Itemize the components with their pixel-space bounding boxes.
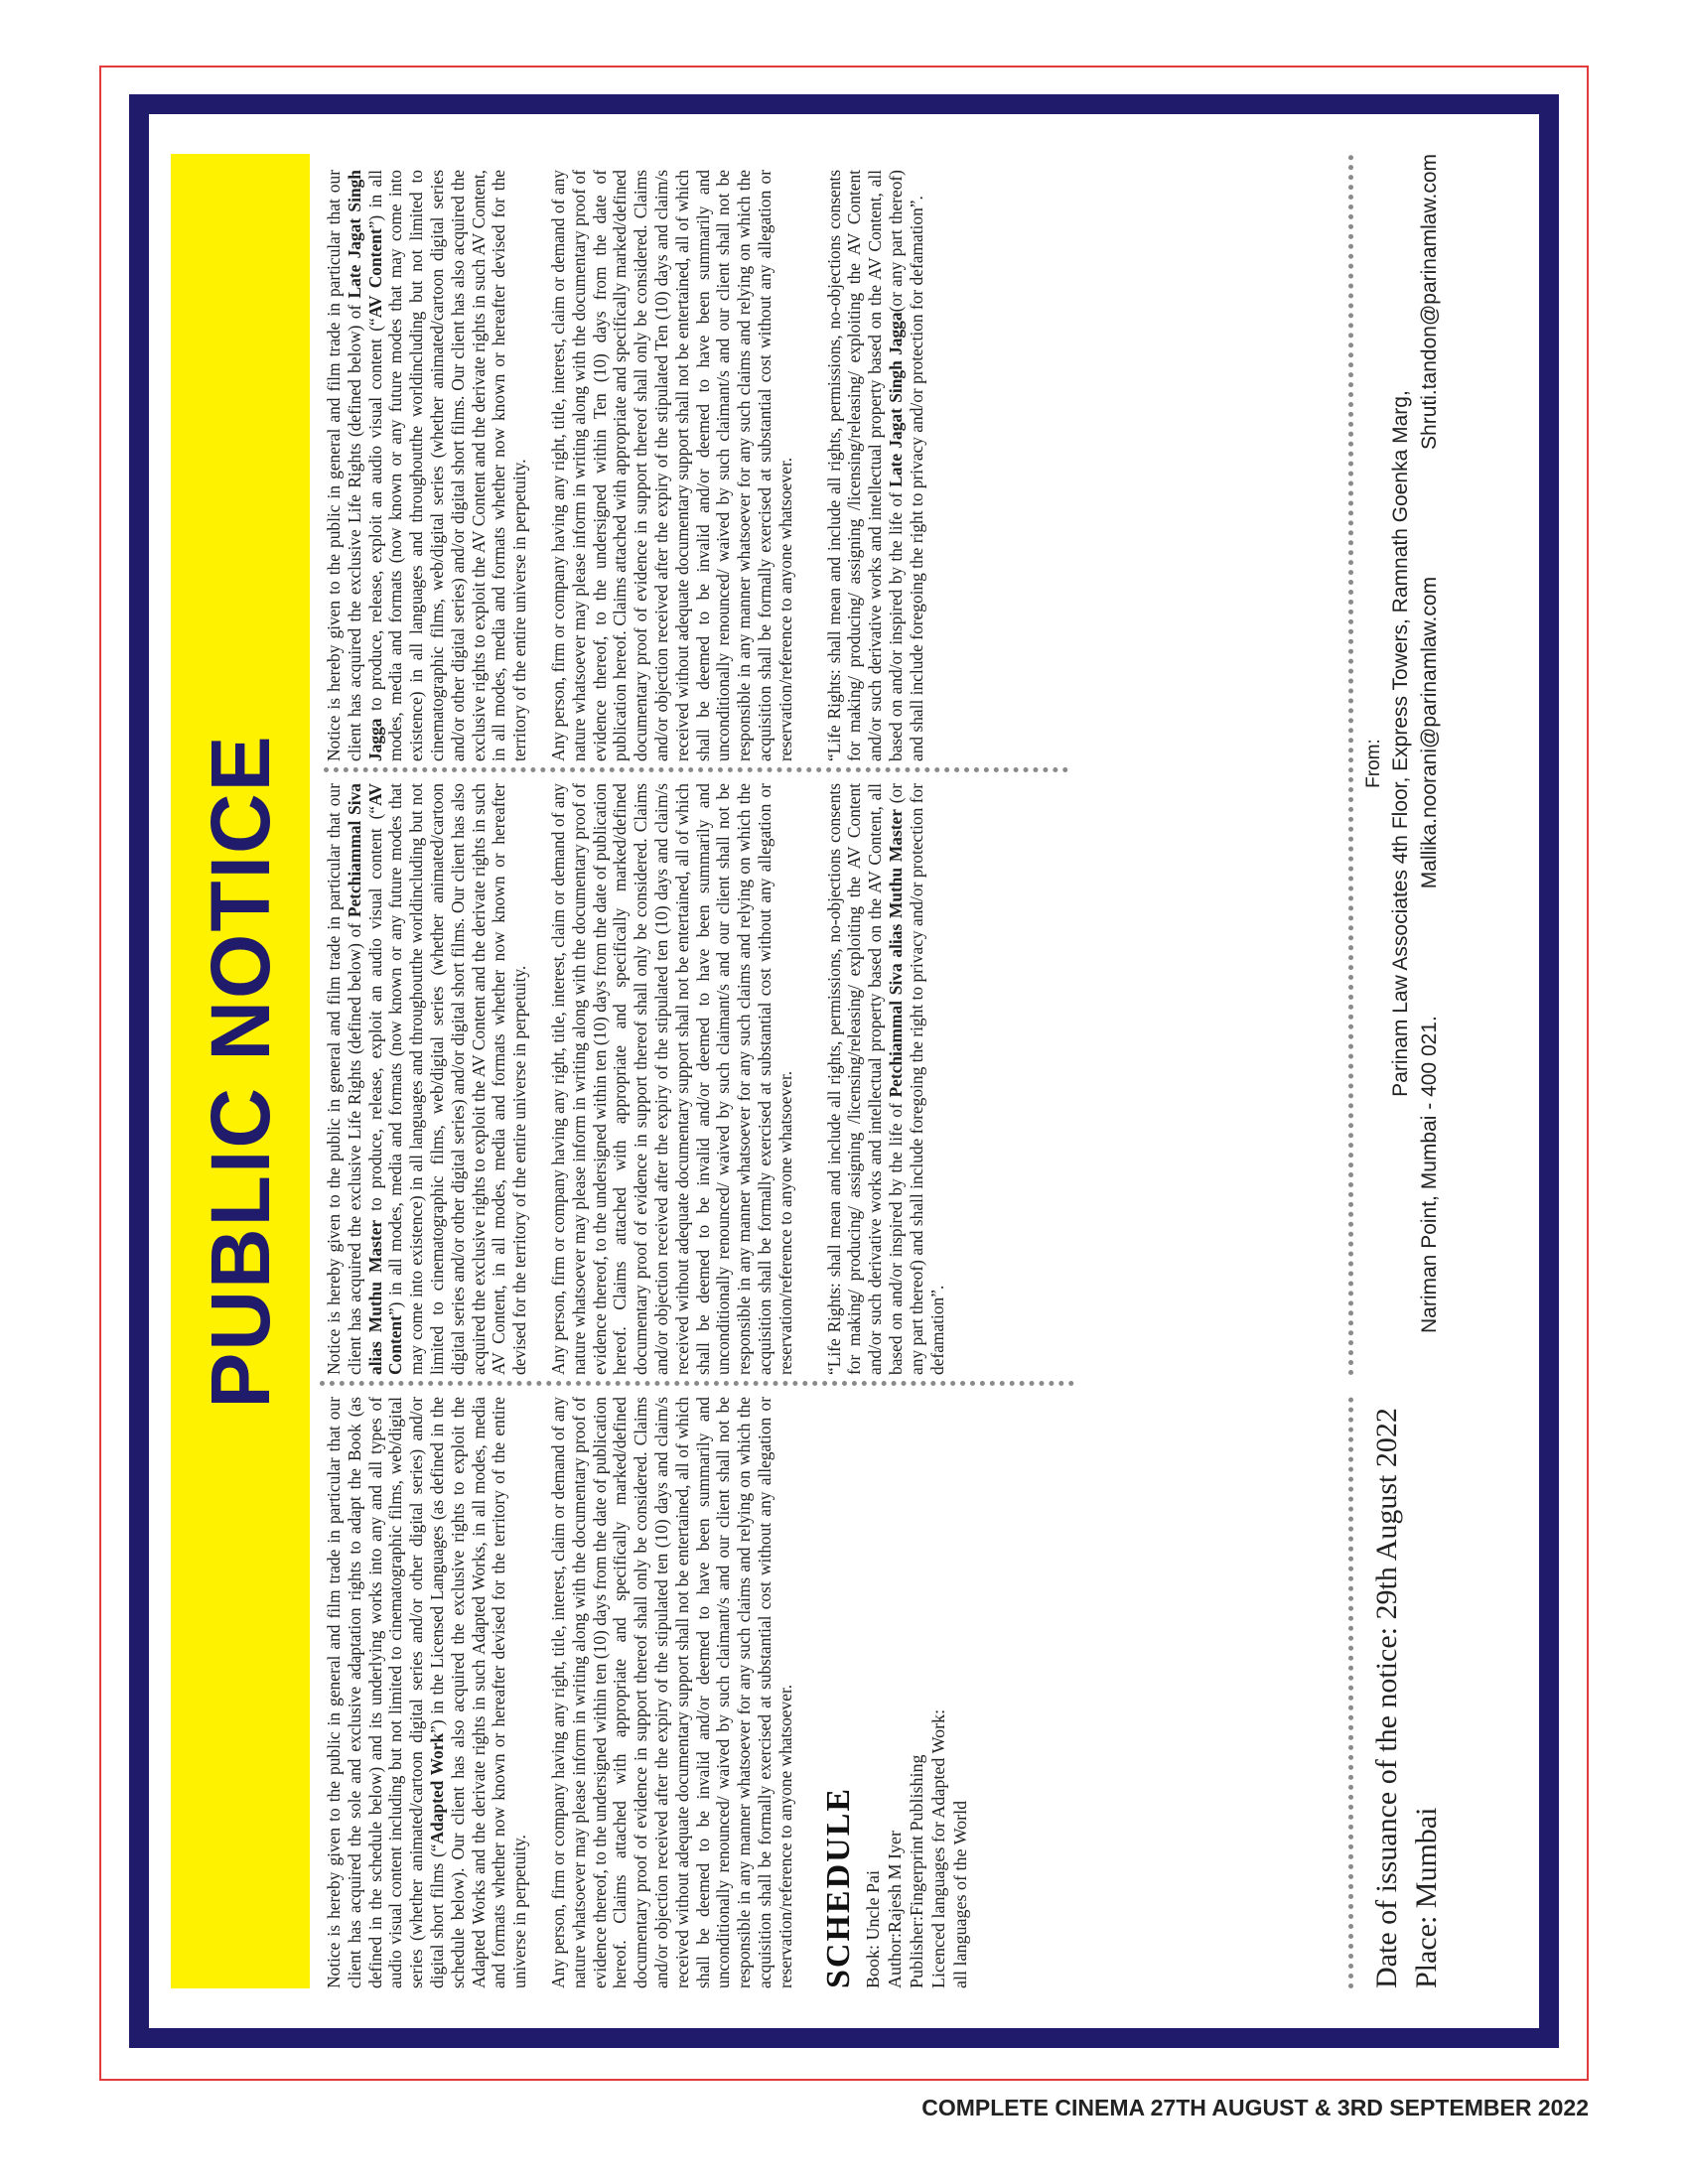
column-3-life-rights: “Life Rights: shall mean and include all rights, permissions, no-objections consents for making/ producing/ assigning /licensing/releasing/ exploiting the AV Content and/or such derivative works and intellectual property based on the AV Content, all based on and/or inspired by the life of Late Jagat Singh Jagga(or any part thereof) and shall include foregoing the right to privacy and/or protection for defamation”. (823, 170, 926, 761)
column-2-life-rights: “Life Rights: shall mean and include all rights, permissions, no-objections consents for making/ producing/ assigning /licensing/releasing/ exploiting the AV Content and/or such derivative works and intellectual property based on the AV Content, all based on and/or inspired by the life of Petchiammal Siva alias Muthu Master (or any part thereof) and shall include foregoing the right to privacy and/or protection for defamation”. (823, 783, 947, 1375)
schedule-heading: SCHEDULE (819, 1786, 857, 1988)
schedule-author: Author:Rajesh M Iyer (884, 1831, 905, 1988)
column-2-paragraph-1: Notice is hereby given to the public in general and film trade in particular that our client has acquired the exclusive Life Rights (defined below) of Petchiammal Siva alias Muthu Master to produce, release, exploit an audio visual content (“AV Content”) in all modes, media and formats (now known or any future modes that may come into existence) in all languages and throughoutthe worldincluding but not limited to cinematographic films, web/digital series (whether animated/cartoon digital series and/or other digital series) and/or digital short films. Our client has also acquired the exclusive rights to exploit the AV Content and the derivate rights in such AV Content, in all modes, media and formats whether now known or hereafter devised for the territory of the entire universe in perpetuity. (324, 783, 530, 1375)
email-mallika[interactable]: Mallika.noorani@parinamlaw.com (1418, 576, 1441, 889)
schedule-book: Book: Uncle Pai (862, 1870, 883, 1988)
horizontal-divider-right (1348, 154, 1353, 1375)
column-3-paragraph-2: Any person, firm or company having any right, title, interest, claim or demand of any nature whatsoever may please inform in writing along with the documentary proof of evidence thereof, to the undersigned within Ten (10) days from the date of publication hereof. Claims attached with appropriate and specifically marked/defined documentary proof of evidence in support thereof shall only be considered. Claims and/or objection received after the expiry of the stipulated Ten (10) days and claim/s received without adequate documentary support shall not be entertained, all of which shall be deemed to be invalid and/or deemed to have been summarily and unconditionally renounced/ waived by such claimant/s and our client shall not be responsible in any manner whatsoever for any such claims and relying on which the acquisition shall be formally exercised at substantial cost without any allegation or reservation/reference to anyone whatsoever. (547, 170, 795, 761)
schedule-languages-label: Licenced languages for Adapted Work: (927, 1708, 948, 1988)
schedule-languages-value: all languages of the World (949, 1800, 970, 1988)
notice-title: PUBLIC NOTICE (193, 734, 287, 1409)
horizontal-divider-left (1348, 1397, 1353, 1988)
column-2-paragraph-2: Any person, firm or company having any right, title, interest, claim or demand of any nature whatsoever may please inform in writing along with the documentary proof of evidence thereof, to the undersigned within ten (10) days from the date of publication hereof. Claims attached with appropriate and specifically marked/defined documentary proof of evidence in support thereof shall only be considered. Claims and/or objection received after the expiry of the stipulated ten (10) days and claim/s received without adequate documentary support shall not be entertained, all of which shall be deemed to be invalid and/or deemed to have been summarily and unconditionally renounced/ waived by such claimant/s and our client shall not be responsible in any manner whatsoever for any such claims and relying on which the acquisition shall be formally exercised at substantial cost without any allegation or reservation/reference to anyone whatsoever. (547, 783, 795, 1375)
column-3-paragraph-1: Notice is hereby given to the public in general and film trade in particular that our client has acquired the exclusive Life Rights (defined below) of Late Jagat Singh Jagga to produce, release, exploit an audio visual content (“AV Content”) in all modes, media and formats (now known or any future modes that may come into existence) in all languages and throughoutthe worldincluding but not limited to cinematographic films, web/digital series (whether animated/cartoon digital series and/or other digital series) and/or digital short films. Our client has also acquired the exclusive rights to exploit the AV Content and the derivate rights in such AV Content, in all modes, media and formats whether now known or hereafter devised for the territory of the entire universe in perpetuity. (324, 170, 530, 761)
rotated-notice (149, 114, 1539, 2028)
issue-date: Date of issuance of the notice: 29th August 2022 (1370, 1408, 1403, 1988)
column-1-paragraph-1: Notice is hereby given to the public in general and film trade in particular that our client has acquired the sole and exclusive adaptation rights to adapt the Book (as defined in the schedule below) and its underlying works into any and all types of audio visual content including but not limited to cinematographic films, web/digital series (whether animated/cartoon digital series and/or other digital series) and/or digital short films (“Adapted Work”) in the Licensed Languages (as defined in the schedule below). Our client has also acquired the exclusive rights to exploit the Adapted Works and the derivate rights in such Adapted Works, in all modes, media and formats whether now known or hereafter devised for the territory of the entire universe in perpetuity. (324, 1397, 530, 1988)
from-address-line-2: Nariman Point, Mumbai - 400 021. (1418, 1016, 1441, 1333)
from-address-line-1: Parinam Law Associates 4th Floor, Express Towers, Ramnath Goenka Marg, (1389, 390, 1412, 1097)
column-divider-2 (324, 767, 1068, 772)
place: Place: Mumbai (1410, 1807, 1443, 1988)
email-shruti[interactable]: Shruti.tandon@parinamlaw.com (1418, 154, 1441, 450)
from-block (1362, 154, 1444, 1333)
from-label: From: (1363, 739, 1384, 788)
schedule-publisher: Publisher:Fingerprint Publishing (906, 1754, 926, 1988)
from-contact-row (1415, 154, 1444, 1333)
column-2 (324, 783, 965, 1375)
notice-content (171, 154, 1517, 1988)
publication-footer: COMPLETE CINEMA 27TH AUGUST & 3RD SEPTEMBER 2022 (921, 2095, 1589, 2120)
column-3 (324, 170, 945, 761)
column-1-paragraph-2: Any person, firm or company having any right, title, interest, claim or demand of any nature whatsoever may please inform in writing along with the documentary proof of evidence thereof, to the undersigned within ten (10) days from the date of publication hereof. Claims attached with appropriate and specifically marked/defined documentary proof of evidence in support thereof shall only be considered. Claims and/or objection received after the expiry of the stipulated ten (10) days and claim/s received without adequate documentary support shall not be entertained, all of which shall be deemed to be invalid and/or deemed to have been summarily and unconditionally renounced/ waived by such claimant/s and our client shall not be responsible in any manner whatsoever for any such claims and relying on which the acquisition shall be formally exercised at substantial cost without any allegation or reservation/reference to anyone whatsoever. (547, 1397, 795, 1988)
column-divider-1 (320, 1381, 1074, 1386)
